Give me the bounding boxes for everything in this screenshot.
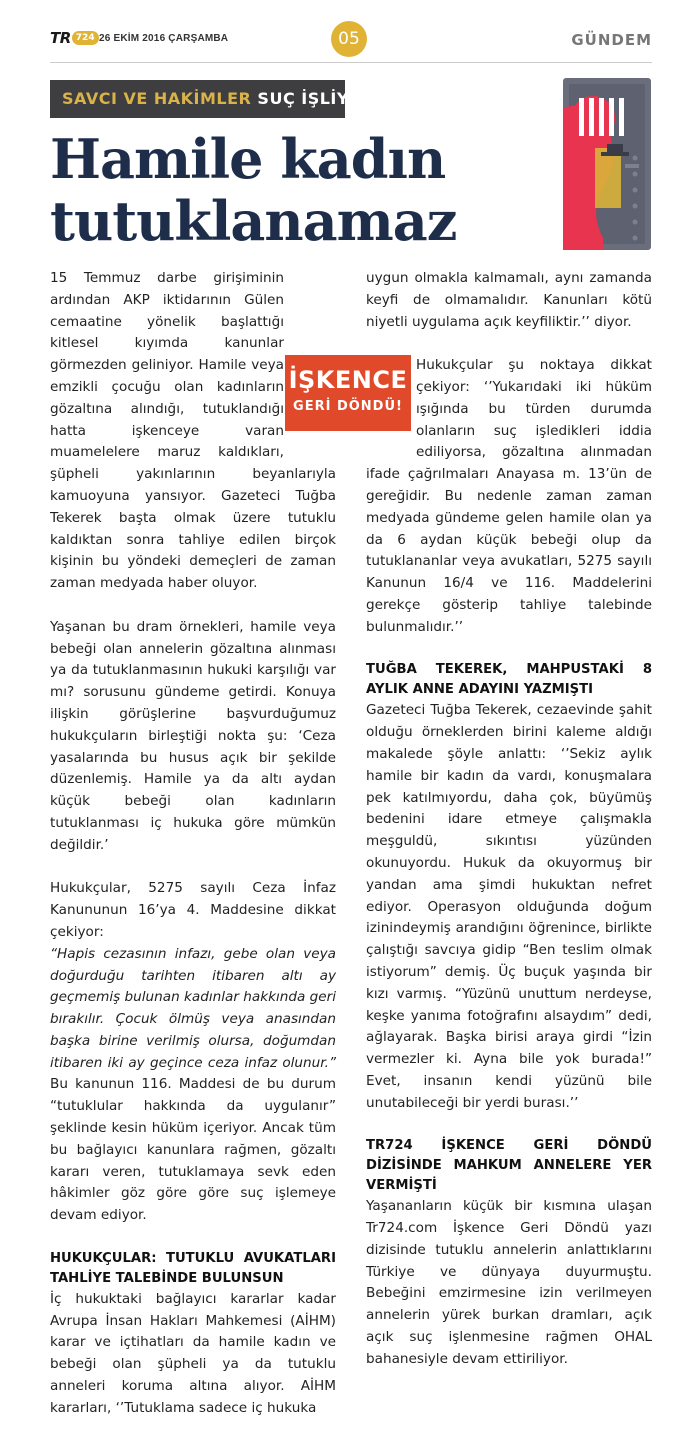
kicker-part2: SUÇ İŞLİYOR [257,89,376,108]
tr724-logo [50,27,99,49]
badge-wrap-space-right [366,355,416,455]
left-paragraph-4: İç hukuktaki bağlayıcı kararlar kadar Avrupa İnsan Hakları Mahkemesi (AİHM) karar ve içtihatları da hamile kadın ve bebeği olan şüpheli ya da tutuklu anneleri koruma altına alıyor. AİHM kararları, ‘’Tutuklama sadece iç hukuka [50,1290,336,1416]
right-p2-text: Hukukçular şu noktaya dikkat çekiyor: ‘’Yukarıdaki iki hüküm ışığında bu türden durumda olanların suç işledikleri iddia ediliyorsa, gözaltına alınmadan ifade çağrılmaları Anayasa m. 13’ün de gereğidir. Bu nedenle zaman zaman medyada gündeme gelen hamile olan ya da 6 aydan küçük bebeği olup da tutuklananlar veya avukatları, 5275 sayılı Kanunun 16/4 ve 116. Maddelerini gerekçe gösterip tahliye talebinde bulunmalıdır.’’ [366,357,652,635]
headline: Hamile kadın tutuklanamaz [50,127,457,253]
subheading-lawyers: HUKUKÇULAR: TUTUKLU AVUKATLARI TAHLİYE TALEBİNDE BULUNSUN [50,1250,336,1286]
page-header [0,0,700,80]
logo-724-badge: 724 [72,31,99,45]
left-paragraph-1 [50,268,336,595]
subheading-tugba: TUĞBA TEKEREK, MAHPUSTAKİ 8 AYLIK ANNE ADAYINI YAZMIŞTI [366,662,652,698]
right-paragraph-3: Gazeteci Tuğba Tekerek, cezaevinde şahit olduğu örneklerden birini kaleme aldığı makalede şöyle anlattı: ‘’Sekiz aylık hamile bir kadın da vardı, konuşmalara pek katılmıyordu, daha çok, büyümüş bedenini idare etmeye çalışmakla meşguldü, sıkıntısı yüzünden okunuyordu. Hukuk da okuyormuş bir yandan ama şimdi hukuktan nefret ediyor. Operasyon olduğunda doğum izinindeymiş arandığını öğrenince, birlikte çalıştığı savcıya gidip “Ben teslim olmak istiyorum” demiş. Üç buçuk yaşında bir kızı varmış. “Yüzünü unuttum nerdeyse, keşke yanıma fotoğrafını alsaydım” dedi, ağlayarak. Başka birisi araya girdi “İzin vermezler ki. Ayna bile yok burada!” Evet, insanın kendi yüzünü bile unutabileceği bir yerdi burası.’’ [366,702,652,1111]
left-p3-intro: Hukukçular, 5275 sayılı Ceza İnfaz Kanununun 16’ya 4. Maddesine dikkat çekiyor: [50,880,336,940]
right-paragraph-4: Yaşananların küçük bir kısmına ulaşan Tr724.com İşkence Geri Döndü yazı dizisinde tutuklu annelerin anlattıklarını Türkiye ve dünyaya duyurmuştu. Bebeğini emzirmesine izin verilmeyen annelerin yürek burkan dramları, açık açık suç işlenmesine rağmen OHAL bahanesiyle devam ettiriliyor. [366,1198,652,1367]
section-name: GÜNDEM [571,31,652,49]
issue-date: 26 EKİM 2016 ÇARŞAMBA [99,33,229,44]
header-divider [50,62,652,63]
badge-line2: GERİ DÖNDÜ! [293,399,403,414]
right-paragraph-1: uygun olmakla kalmamalı, aynı zamanda keyfi de olmamalıdır. Kanunları kötü niyetli uygulama açık keyfiliktir.’’ diyor. [366,270,652,330]
left-paragraph-3 [50,878,336,1227]
left-paragraph-2: Yaşanan bu dram örnekleri, hamile veya bebeği olan annelerin gözaltına alınması ya da tutuklanmasının hukuki karşılığı var mı? sorusunu gündeme getirdi. Konuya ilişkin görüşlerine başvurduğumuz hukukçuların birleştiği nokta şu: ‘Ceza yasalarında bu husus açık bir şekilde düzenlemiş. Hamile ya da altı aydan küçük bebeği olan kadınların tutuklanması iç hukuka göre mümkün değildir.’ [50,618,336,853]
kicker-bar [50,80,376,118]
subheading-tr724: TR724 İŞKENCE GERİ DÖNDÜ DİZİSİNDE MAHKUM ANNELERE YER VERMİŞTİ [366,1138,652,1194]
right-paragraph-2 [366,355,652,638]
logo-tr-text: TR [50,29,71,47]
left-p1-text: 15 Temmuz darbe girişiminin ardından AKP iktidarının Gülen cemaatine yönelik başlattığı kitlesel kıyımda kanunlar görmezden geliniyor. Hamile veya emzikli çocuğu olan kadınların gözaltına alındığı, tutuklandığı hatta işkenceye varan muamelelere maruz kaldıkları, şüpheli yakınlarının beyanlarıyla kamuoyuna yansıyor. Gazeteci Tuğba Tekerek başta olmak üzere tutuklu kaldıktan sonra tahliye edilen birçok kişinin bu yöndeki demeçleri de zaman zaman medyada haber oluyor. [50,270,336,592]
kicker-text [62,89,375,108]
right-column [366,268,652,1392]
left-column [50,268,336,1441]
kicker-part1: SAVCI VE HAKİMLER [62,89,252,108]
prison-bars-illustration [563,78,651,250]
badge-line1: İŞKENCE [288,366,408,394]
left-p3-rest: Bu kanunun 116. Maddesi de bu durum “tutuklular hakkında da uygulanır” şeklinde kesin hüküm içeriyor. Ancak tüm bu bağlayıcı kanunlara rağmen, gözaltı kararı veren, tutuklamaya sevk eden hâkimler göz göre göre suç işlemeye devam ediyor. [50,1076,336,1224]
page-number: 05 [331,21,367,57]
badge-wrap-space [284,333,336,443]
left-p3-quote: “Hapis cezasının infazı, gebe olan veya doğurduğu tarihten itibaren altı ay geçmemiş bulunan kadınlar hakkında geri bırakılır. Çocuk ölmüş veya anasından başka birine verilmiş olursa, doğumdan itibaren iki ay geçince ceza infaz olunur.” [50,945,336,1071]
